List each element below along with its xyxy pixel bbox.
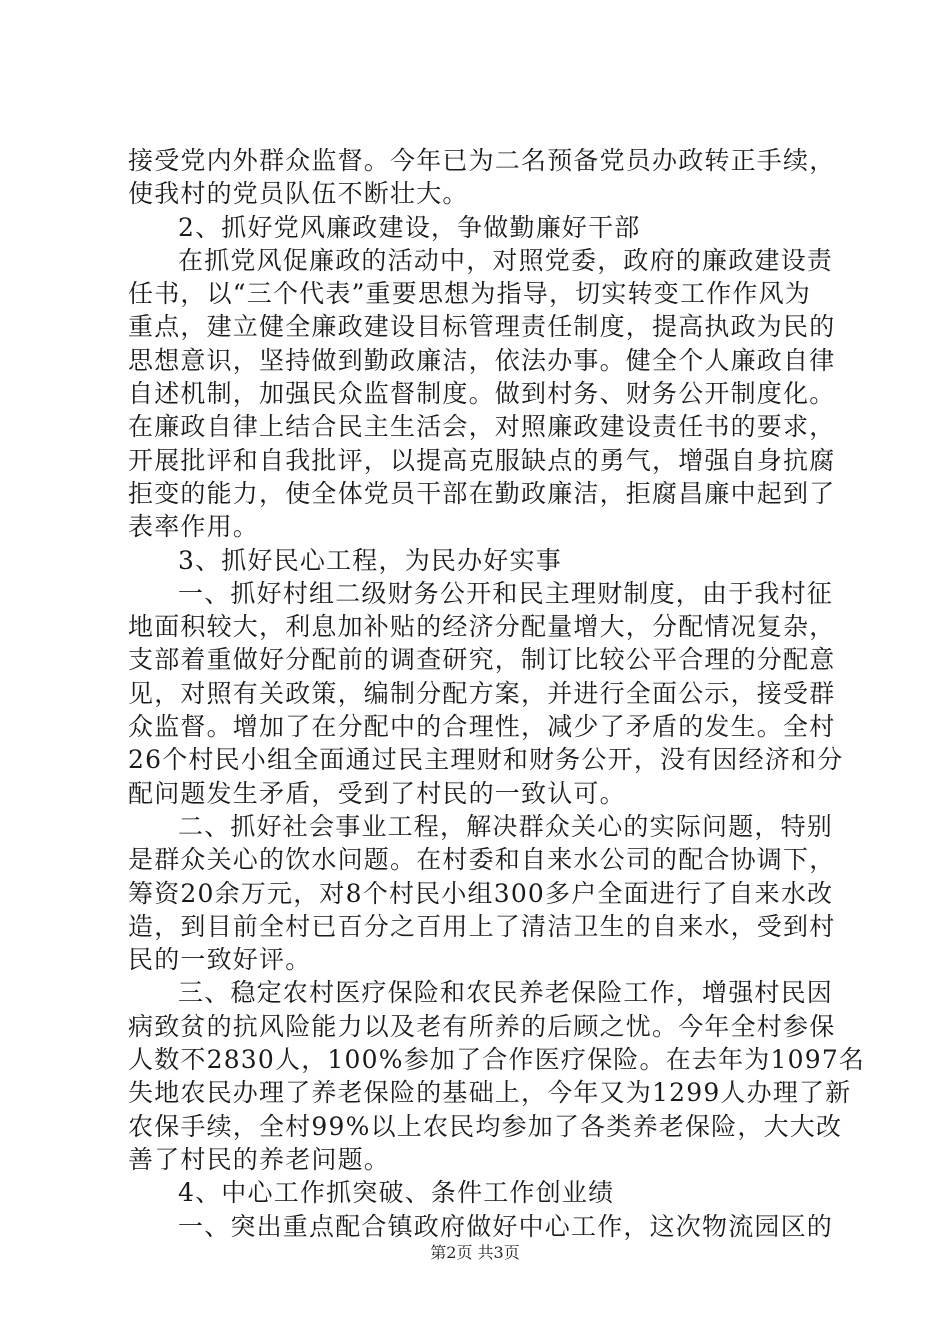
text-line: 思想意识，坚持做到勤政廉洁，依法办事。健全个人廉政自律 bbox=[128, 345, 836, 375]
text-line: 自述机制，加强民众监督制度。做到村务、财务公开制度化。 bbox=[128, 379, 836, 409]
text-line: 拒变的能力，使全体党员干部在勤政廉洁，拒腐昌廉中起到了 bbox=[128, 478, 836, 508]
text-line: 开展批评和自我批评，以提高克服缺点的勇气，增强自身抗腐 bbox=[128, 445, 836, 475]
text-line: 在廉政自律上结合民主生活会，对照廉政建设责任书的要求， bbox=[128, 412, 836, 442]
text-line: 使我村的党员队伍不断壮大。 bbox=[128, 179, 469, 209]
text-line: 在抓党风促廉政的活动中，对照党委，政府的廉政建设责 bbox=[178, 245, 834, 275]
text-line: 人数不2830人，100%参加了合作医疗保险。在去年为1097名 bbox=[128, 1045, 866, 1075]
text-line: 重点，建立健全廉政建设目标管理责任制度，提高执政为民的 bbox=[128, 312, 836, 342]
text-line: 二、抓好社会事业工程，解决群众关心的实际问题，特别 bbox=[178, 811, 834, 841]
text-line: 是群众关心的饮水问题。在村委和自来水公司的配合协调下， bbox=[128, 845, 836, 875]
text-line: 三、稳定农村医疗保险和农民养老保险工作，增强村民因 bbox=[178, 978, 834, 1008]
text-line: 造，到目前全村已百分之百用上了清洁卫生的自来水，受到村 bbox=[128, 911, 836, 941]
text-line: 配问题发生矛盾，受到了村民的一致认可。 bbox=[128, 778, 626, 808]
text-line: 农保手续，全村99%以上农民均参加了各类养老保险，大大改 bbox=[128, 1111, 843, 1141]
text-line: 2、抓好党风廉政建设，争做勤廉好干部 bbox=[178, 212, 641, 242]
text-line: 筹资20余万元，对8个村民小组300多户全面进行了自来水改 bbox=[128, 878, 834, 908]
text-line: 任书，以“三个代表”重要思想为指导，切实转变工作作风为 bbox=[128, 279, 811, 309]
page-footer: 第2页 共3页 bbox=[430, 1243, 520, 1262]
text-line: 民的一致好评。 bbox=[128, 945, 312, 975]
document-body bbox=[128, 144, 866, 1243]
text-line: 善了村民的养老问题。 bbox=[128, 1144, 391, 1174]
text-line: 4、中心工作抓突破、条件工作创业绩 bbox=[178, 1178, 615, 1208]
text-line: 病致贫的抗风险能力以及老有所养的后顾之忧。今年全村参保 bbox=[128, 1011, 836, 1041]
text-line: 接受党内外群众监督。今年已为二名预备党员办政转正手续， bbox=[128, 146, 836, 175]
text-line: 支部着重做好分配前的调查研究，制订比较公平合理的分配意 bbox=[128, 645, 836, 675]
text-line: 失地农民办理了养老保险的基础上，今年又为1299人办理了新 bbox=[128, 1078, 852, 1108]
text-line: 26个村民小组全面通过民主理财和财务公开，没有因经济和分 bbox=[128, 745, 844, 775]
text-line: 见，对照有关政策，编制分配方案，并进行全面公示，接受群 bbox=[128, 678, 836, 708]
text-line: 表率作用。 bbox=[128, 512, 260, 542]
text-line: 3、抓好民心工程，为民办好实事 bbox=[178, 545, 562, 575]
text-line: 一、抓好村组二级财务公开和民主理财制度，由于我村征 bbox=[178, 578, 834, 608]
text-line: 地面积较大，利息加补贴的经济分配量增大，分配情况复杂， bbox=[128, 612, 836, 642]
text-line: 一、突出重点配合镇政府做好中心工作，这次物流园区的 bbox=[178, 1211, 834, 1241]
text-line: 众监督。增加了在分配中的合理性，减少了矛盾的发生。全村 bbox=[128, 712, 836, 742]
